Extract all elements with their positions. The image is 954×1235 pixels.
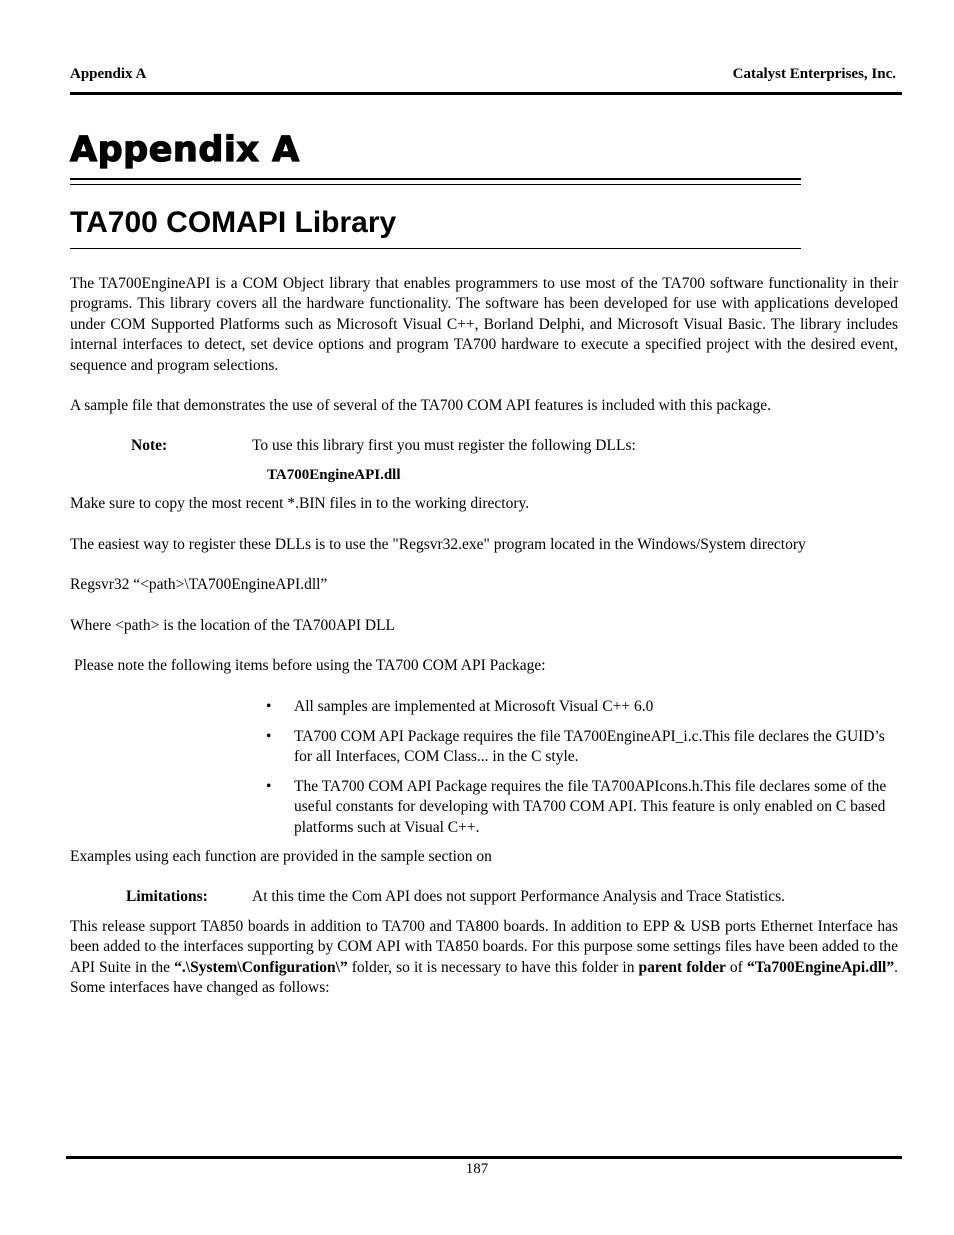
list-item-text: All samples are implemented at Microsoft Visual C++ 6.0 (294, 698, 654, 715)
list-item-text: TA700 COM API Package requires the file TA700EngineAPI_i.c.This file declares the GUID’s for all Interfaces, COM Class... in the C style. (294, 728, 885, 766)
footer-rule (66, 1156, 902, 1159)
copy-bin-paragraph: Make sure to copy the most recent *.BIN files in to the working directory. (70, 495, 530, 512)
intro-paragraph: The TA700EngineAPI is a COM Object library that enables programmers to use most of the TA700 software functionality in their programs. This library covers all the hardware functionality. The software has been developed for use with applications developed under COM Supported Platforms such as Microsoft Visual C++, Borland Delphi, and Microsoft Visual Basic. The library includes internal interfaces to detect, set device options and program TA700 hardware to execute a specified project with the desired event, sequence and program selections. (70, 275, 898, 374)
bullet-glyph: • (266, 728, 272, 745)
note-label: Note: (131, 437, 168, 454)
sample-paragraph: A sample file that demonstrates the use of several of the TA700 COM API features is included with this package. (70, 397, 771, 414)
title-rule-thick (70, 178, 801, 180)
regsvr-command: Regsvr32 “<path>\TA700EngineAPI.dll” (70, 576, 328, 593)
running-header-right: Catalyst Enterprises, Inc. (732, 66, 896, 82)
header-rule (70, 92, 902, 95)
examples-paragraph: Examples using each function are provided in the sample section on (70, 848, 492, 865)
engine-dll-name: “Ta700EngineApi.dll” (746, 958, 895, 976)
section-heading: TA700 COMAPI Library (70, 206, 397, 239)
bullet-glyph: • (266, 698, 272, 715)
release-text-1: This release support TA850 boards in addition to TA700 and TA800 boards. In addition to EPP & USB ports Ethernet Interface has been added to the interfaces supporting by COM API with TA850 boards. For this purpose some settings files have been added to the API Suite in the (70, 918, 898, 976)
running-header-left: Appendix A (70, 66, 147, 82)
list-item-text: The TA700 COM API Package requires the file TA700APIcons.h.This file declares some of the useful constants for developing with TA700 COM API. This feature is only enabled on C based platforms such at Visual C++. (294, 778, 887, 836)
page-number: 187 (465, 1161, 489, 1177)
release-paragraph (70, 917, 898, 999)
release-text-4: . Some interfaces have changed as follows: (70, 958, 898, 997)
page-title: Appendix A (70, 130, 300, 170)
limitations-label: Limitations: (126, 888, 208, 905)
release-text-3: of (725, 958, 747, 976)
bullet-glyph: • (266, 778, 272, 795)
config-folder-path: “.\System\Configuration\” (174, 958, 348, 976)
where-paragraph: Where <path> is the location of the TA700API DLL (70, 617, 396, 634)
note-text: To use this library first you must register the following DLLs: (252, 437, 636, 454)
limitations-text: At this time the Com API does not support Performance Analysis and Trace Statistics. (252, 888, 785, 905)
section-rule (70, 248, 801, 249)
title-rule-thin (70, 184, 801, 185)
please-note-paragraph: Please note the following items before using the TA700 COM API Package: (74, 657, 546, 674)
register-paragraph: The easiest way to register these DLLs is to use the "Regsvr32.exe" program located in the Windows/System directory (70, 536, 806, 553)
release-text-2: folder, so it is necessary to have this folder in (347, 958, 639, 976)
dll-name: TA700EngineAPI.dll (267, 467, 401, 483)
parent-folder-text: parent folder (638, 958, 726, 976)
